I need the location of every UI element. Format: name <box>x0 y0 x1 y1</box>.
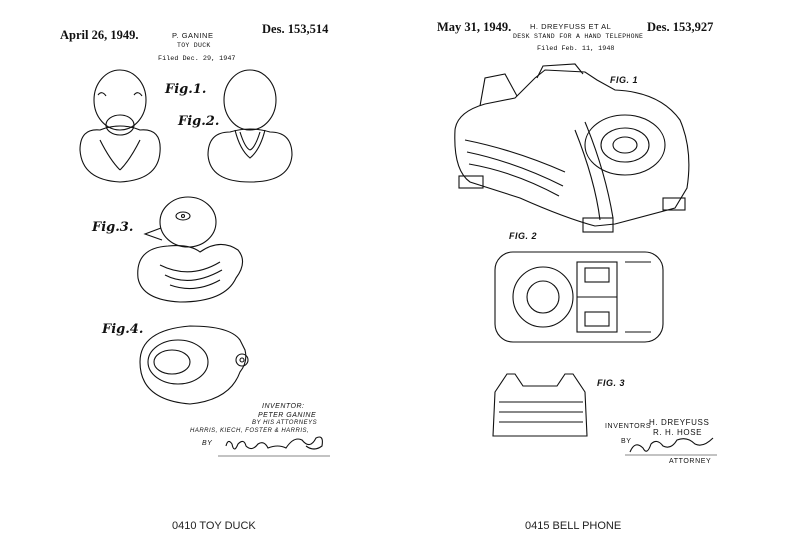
patent-filed-date: Filed Dec. 29, 1947 <box>158 55 236 63</box>
duck-side-view <box>138 197 243 302</box>
fig-2-label: Fig.2. <box>178 114 220 129</box>
patent-number: Des. 153,514 <box>262 22 329 36</box>
duck-top-view <box>140 326 248 404</box>
duck-front-view <box>80 70 160 182</box>
toy-duck-drawing <box>40 0 370 500</box>
patent-filed-date: Filed Feb. 11, 1948 <box>537 45 615 53</box>
inventors-label: INVENTORS <box>605 423 652 430</box>
attorney-signature <box>226 437 322 449</box>
inventor-name: PETER GANINE <box>258 412 317 419</box>
patent-inventor-header: H. DREYFUSS ET AL <box>530 22 612 31</box>
telephone-top-view <box>495 252 663 342</box>
caption-toy-duck: 0410 TOY DUCK <box>172 520 256 532</box>
inventor-name-2: R. H. HOSE <box>653 428 703 437</box>
patent-inventor-header: P. GANINE <box>172 31 214 40</box>
telephone-perspective-view <box>455 64 689 232</box>
caption-bell-phone: 0415 BELL PHONE <box>525 520 622 532</box>
by-label: BY <box>202 440 213 447</box>
patent-sheet-bell-phone <box>425 0 755 532</box>
by-label: BY <box>621 438 632 445</box>
fig-2-label: FIG. 2 <box>509 231 538 241</box>
fig-3-label: FIG. 3 <box>597 378 626 388</box>
fig-1-label: FIG. 1 <box>610 75 639 85</box>
attorneys-line: BY HIS ATTORNEYS <box>252 420 318 426</box>
patent-number: Des. 153,927 <box>647 20 714 34</box>
inventor-label: INVENTOR: <box>262 403 305 410</box>
patent-title: TOY DUCK <box>177 42 211 49</box>
duck-back-view <box>208 70 292 182</box>
attorney-signature <box>630 438 713 452</box>
attorneys-firm: HARRIS, KIECH, FOSTER & HARRIS, <box>190 428 310 434</box>
patent-title: DESK STAND FOR A HAND TELEPHONE <box>513 33 644 40</box>
fig-1-label: Fig.1. <box>165 82 207 97</box>
attorney-label: ATTORNEY <box>669 458 712 465</box>
patent-date: May 31, 1949. <box>437 20 512 34</box>
fig-4-label: Fig.4. <box>102 322 144 337</box>
telephone-side-view <box>493 374 587 436</box>
patent-sheet-toy-duck <box>40 0 370 532</box>
inventor-name-1: H. DREYFUSS <box>649 418 710 427</box>
patent-date: April 26, 1949. <box>60 28 139 42</box>
fig-3-label: Fig.3. <box>92 220 134 235</box>
